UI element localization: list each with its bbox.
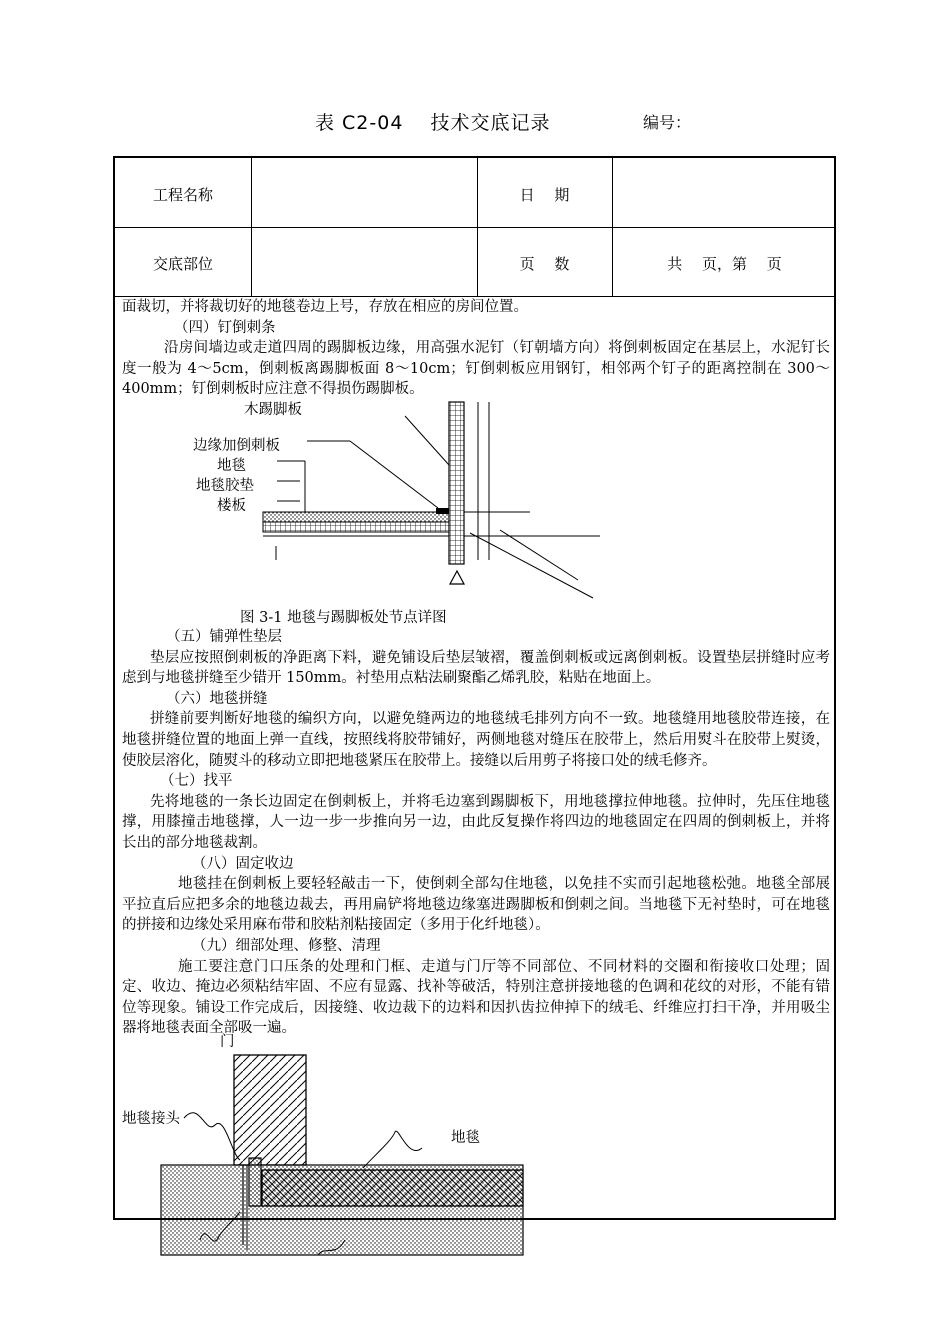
paragraph: 拼缝前要判断好地毯的编织方向，以避免缝两边的地毯绒毛排列方向不一致。地毯缝用地毯胶带连接，在地毯拼缝位置的地面上弹一直线，按照线将胶带铺好，两侧地毯对缝压在胶带上，然后用熨斗在胶带上熨烫，使胶层溶化，随熨斗的移动立即把地毯紧压在胶带上。接缝以后用剪子将接口处的绒毛修齐。	[122, 711, 830, 769]
pages-label: 页 数	[519, 255, 570, 273]
paragraph: 面裁切，并将裁切好的地毯卷边上号，存放在相应的房间位置。	[122, 299, 528, 315]
number-label: 编号：	[643, 113, 692, 132]
paragraph: 沿房间墙边或走道四周的踢脚板边缘，用高强水泥钉（钉朝墙方向）将倒刺板固定在基层上，水泥钉长度一般为 4～5cm，倒刺板离踢脚板面 8～10cm；钉倒刺板应用钢钉，相邻两个钉子的距离控制在 300～400mm；钉倒刺板时应注意不得损伤踢脚板。	[122, 340, 830, 398]
section-heading: （五）铺弹性垫层	[166, 629, 282, 645]
date-label: 日 期	[519, 186, 570, 204]
label-carpet: 地毯	[217, 458, 246, 474]
paragraph: 地毯挂在倒刺板上要轻轻敲击一下，使倒刺全部勾住地毯，以免挂不实而引起地毯松弛。地毯全部展平拉直后应把多余的地毯边裁去，再用扁铲将地毯边缘塞进踢脚板和倒刺之间。当地毯下无衬垫时，可在地毯的拼接和边缘处采用麻布带和胶粘剂粘接固定（多用于化纤地毯）。	[122, 876, 830, 934]
carpet-section	[262, 1170, 523, 1206]
paragraph: 垫层应按照倒刺板的净距离下料，避免铺设后垫层皱褶，覆盖倒刺板或远离倒刺板。设置垫层拼缝时应考虑到与地毯拼缝至少错开 150mm。衬垫用点粘法刷聚酯乙烯乳胶，粘贴在地面上。	[122, 649, 830, 687]
pages-value: 共 页，第 页	[667, 255, 782, 273]
section-heading: （九）细部处理、修整、清理	[192, 937, 381, 954]
section-heading: （七）找平	[160, 773, 233, 790]
project-name-label: 工程名称	[152, 186, 213, 204]
label-door: 门	[220, 1034, 235, 1050]
door-frame-shape	[234, 1055, 306, 1165]
paragraph: 先将地毯的一条长边固定在倒刺板上，并将毛边塞到踢脚板下，用地毯撑拉伸地毯。拉伸时，先压住地毯撑，用膝撞击地毯撑，人一边一步一步推向另一边，由此反复操作将四边的地毯固定在四周的倒刺板上，并将长出的部分地毯裁割。	[122, 793, 830, 851]
label-baseboard: 木踢脚板	[244, 402, 302, 418]
section-heading: （六）地毯拼缝	[166, 690, 268, 707]
figure-caption: 图 3-1 地毯与踢脚板处节点详图	[240, 610, 447, 626]
label-slab: 楼板	[217, 498, 246, 514]
label-carpet: 地毯	[451, 1130, 480, 1146]
part-label: 交底部位	[152, 255, 213, 273]
label-gripper: 边缘加倒刺板	[193, 438, 280, 454]
label-carpet-joint: 地毯接头	[122, 1111, 180, 1127]
label-pad: 地毯胶垫	[196, 478, 254, 494]
section-heading: （四）钉倒刺条	[174, 319, 276, 336]
section-heading: （八）固定收边	[192, 855, 294, 872]
threshold-strip	[249, 1158, 261, 1206]
page-title: 表 C2-04 技术交底记录	[315, 112, 551, 134]
paragraph: 施工要注意门口压条的处理和门框、走道与门厅等不同部位、不同材料的交圈和衔接收口处理；固定、收边、掩边必须粘结牢固、不应有显露、找补等破活，特别注意拼接地毯的色调和花纹的对形，不能有错位等现象。铺设工作完成后，因接缝、收边裁下的边料和因扒齿拉伸掉下的绒毛、纤维应打扫干净，并用吸尘器将地毯表面全部吸一遍。	[122, 958, 830, 1037]
